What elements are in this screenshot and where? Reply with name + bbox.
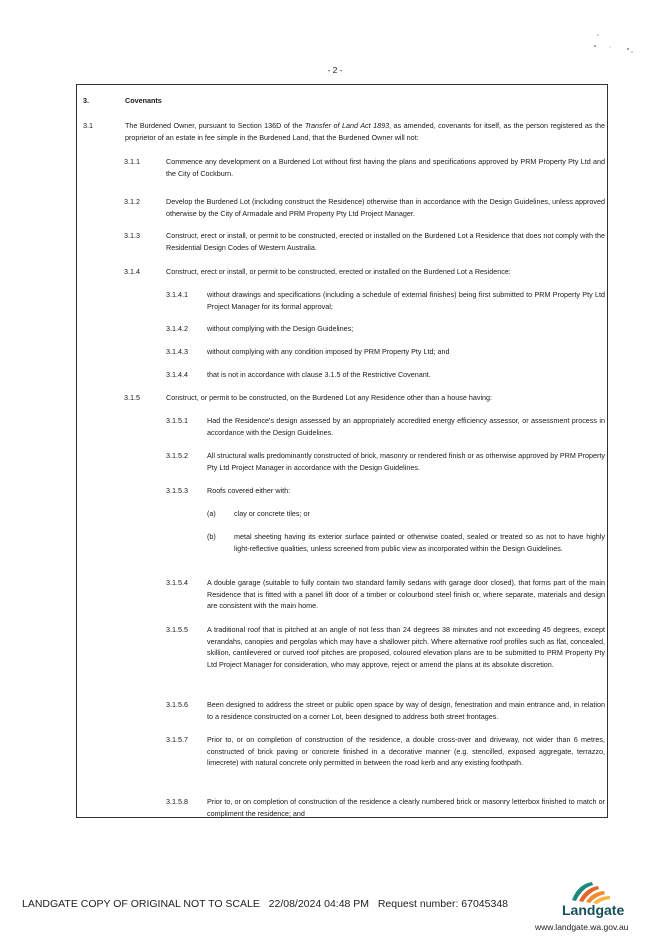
clause-text: clay or concrete tiles; or	[234, 509, 310, 518]
section-title: Covenants	[125, 96, 162, 105]
clause-number: 3.1.4	[124, 267, 140, 276]
clause-number: 3.1.5	[124, 393, 140, 402]
clause-number: 3.1.5.1	[166, 416, 188, 425]
clause-text: Construct, erect or install, or permit to be constructed, erected or installed on the Burdened Lot a Residence:	[166, 267, 511, 276]
clause-text: Roofs covered either with:	[207, 486, 291, 495]
clause-text: A traditional roof that is pitched at an angle of not less than 24 degrees 38 minutes and not exceeding 45 degrees, except verandahs, canopies and pergolas which may have a shallower pitch. Where alternative roof profiles such as flat, concealed, skillion, cantilevered or curved roof pitches are proposed, coloured elevation plans are to be submitted to PRM Property Pty Ltd Project Manager for consideration, who may approve, reject or amend the plans at its absolute discretion.	[207, 625, 605, 669]
clause-number: 3.1.4.4	[166, 370, 188, 379]
clause-text: Prior to, or on completion of construction of the residence, a double cross-over and driveway, not wider than 6 metres, constructed of brick paving or concrete finished in a decorative manner (e.g. stencilled, exposed aggregate, terrazzo, limecrete) with natural concrete only permitted in between the road kerb and any existing foothpath.	[207, 735, 605, 767]
landgate-url[interactable]: www.landgate.wa.gov.au	[535, 922, 629, 932]
clause-text: Had the Residence's design assessed by an appropriately accredited energy efficiency assessor, or assessment process in accordance with the Design Guidelines.	[207, 416, 605, 437]
scan-specks	[590, 32, 640, 57]
clause-number: 3.1	[83, 121, 93, 130]
clause-text: Construct, or permit to be constructed, on the Burdened Lot any Residence other than a house having:	[166, 393, 493, 402]
clause-number: 3.1.5.4	[166, 578, 188, 587]
clause-text: Been designed to address the street or public open space by way of design, fenestration and main entrance and, in relation to a residence constructed on a corner Lot, been designed to address both street frontages.	[207, 700, 605, 721]
section-number: 3.	[83, 96, 89, 105]
clause-text-part: The Burdened Owner, pursuant to Section 136D of the	[125, 121, 305, 130]
page-number: - 2 -	[327, 65, 343, 75]
clause-number: 3.1.2	[124, 197, 140, 206]
footer-datetime: 22/08/2024 04:48 PM	[268, 898, 370, 910]
clause-text: Commence any development on a Burdened Lot without first having the plans and specifications approved by PRM Property Pty Ltd and the City of Cockburn.	[166, 157, 605, 178]
logo-text: Landgate	[562, 902, 625, 918]
clause-text: that is not in accordance with clause 3.1.5 of the Restrictive Covenant.	[207, 370, 431, 379]
clause-text: Develop the Burdened Lot (including construct the Residence) otherwise than in accordance with the Design Guidelines, unless approved otherwise by the City of Armadale and PRM Property Pty Ltd Project Manager.	[166, 197, 605, 218]
clause-text: metal sheeting having its exterior surface painted or otherwise coated, sealed or treated so as not to have highly light-reflective qualities, unless screened from public view as incorporated within the Design Guidelines.	[234, 532, 605, 553]
clause-number: 3.1.5.2	[166, 451, 188, 460]
clause-number: 3.1.4.3	[166, 347, 188, 356]
clause-text: A double garage (suitable to fully contain two standard family sedans with garage door closed), that forms part of the main Residence that is fitted with a panel lift door of a timber or colourbond steel finish or, where separate, materials and design are consistent with the main home.	[207, 578, 605, 610]
clause-number: 3.1.5.5	[166, 625, 188, 634]
clause-number: (a)	[207, 509, 216, 518]
clause-text-part: , as amended, covenants for itself, as the person registered as the proprietor of an estate in fee simple in the Burdened Land, that the Burdened Owner will not:	[125, 121, 606, 142]
clause-text: without complying with the Design Guidelines;	[207, 324, 354, 333]
clause-number: 3.1.5.8	[166, 797, 188, 806]
clause-text: Construct, erect or install, or permit to be constructed, erected or installed on the Burdened Lot a Residence that does not comply with the Residential Design Codes of Western Australia.	[166, 231, 605, 252]
clause-number: 3.1.5.6	[166, 700, 188, 709]
clause-text	[125, 120, 605, 143]
clause-number: 3.1.3	[124, 231, 140, 240]
footer-notice	[22, 898, 508, 910]
act-title: Transfer of Land Act 1893	[304, 121, 390, 130]
clause-number: (b)	[207, 532, 216, 541]
clause-number: 3.1.4.1	[166, 290, 188, 299]
clause-number: 3.1.4.2	[166, 324, 188, 333]
clause-number: 3.1.1	[124, 157, 140, 166]
copy-notice: LANDGATE COPY OF ORIGINAL NOT TO SCALE	[22, 898, 260, 910]
request-number: Request number: 67045348	[377, 898, 509, 910]
clause-text: without complying with any condition imposed by PRM Property Pty Ltd; and	[207, 347, 450, 356]
clause-text: Prior to, or on completion of construction of the residence a clearly numbered brick or masonry letterbox finished to match or compliment the residence; and	[207, 797, 605, 818]
clause-number: 3.1.5.7	[166, 735, 188, 744]
clause-number: 3.1.5.3	[166, 486, 188, 495]
clause-text: All structural walls predominantly constructed of brick, masonry or rendered finish or as otherwise approved by PRM Property Pty Ltd Project Manager in accordance with the Design Guidelines.	[207, 451, 605, 472]
clause-text: without drawings and specifications (including a schedule of external finishes) being first submitted to PRM Property Pty Ltd Project Manager for its formal approval;	[207, 290, 605, 311]
